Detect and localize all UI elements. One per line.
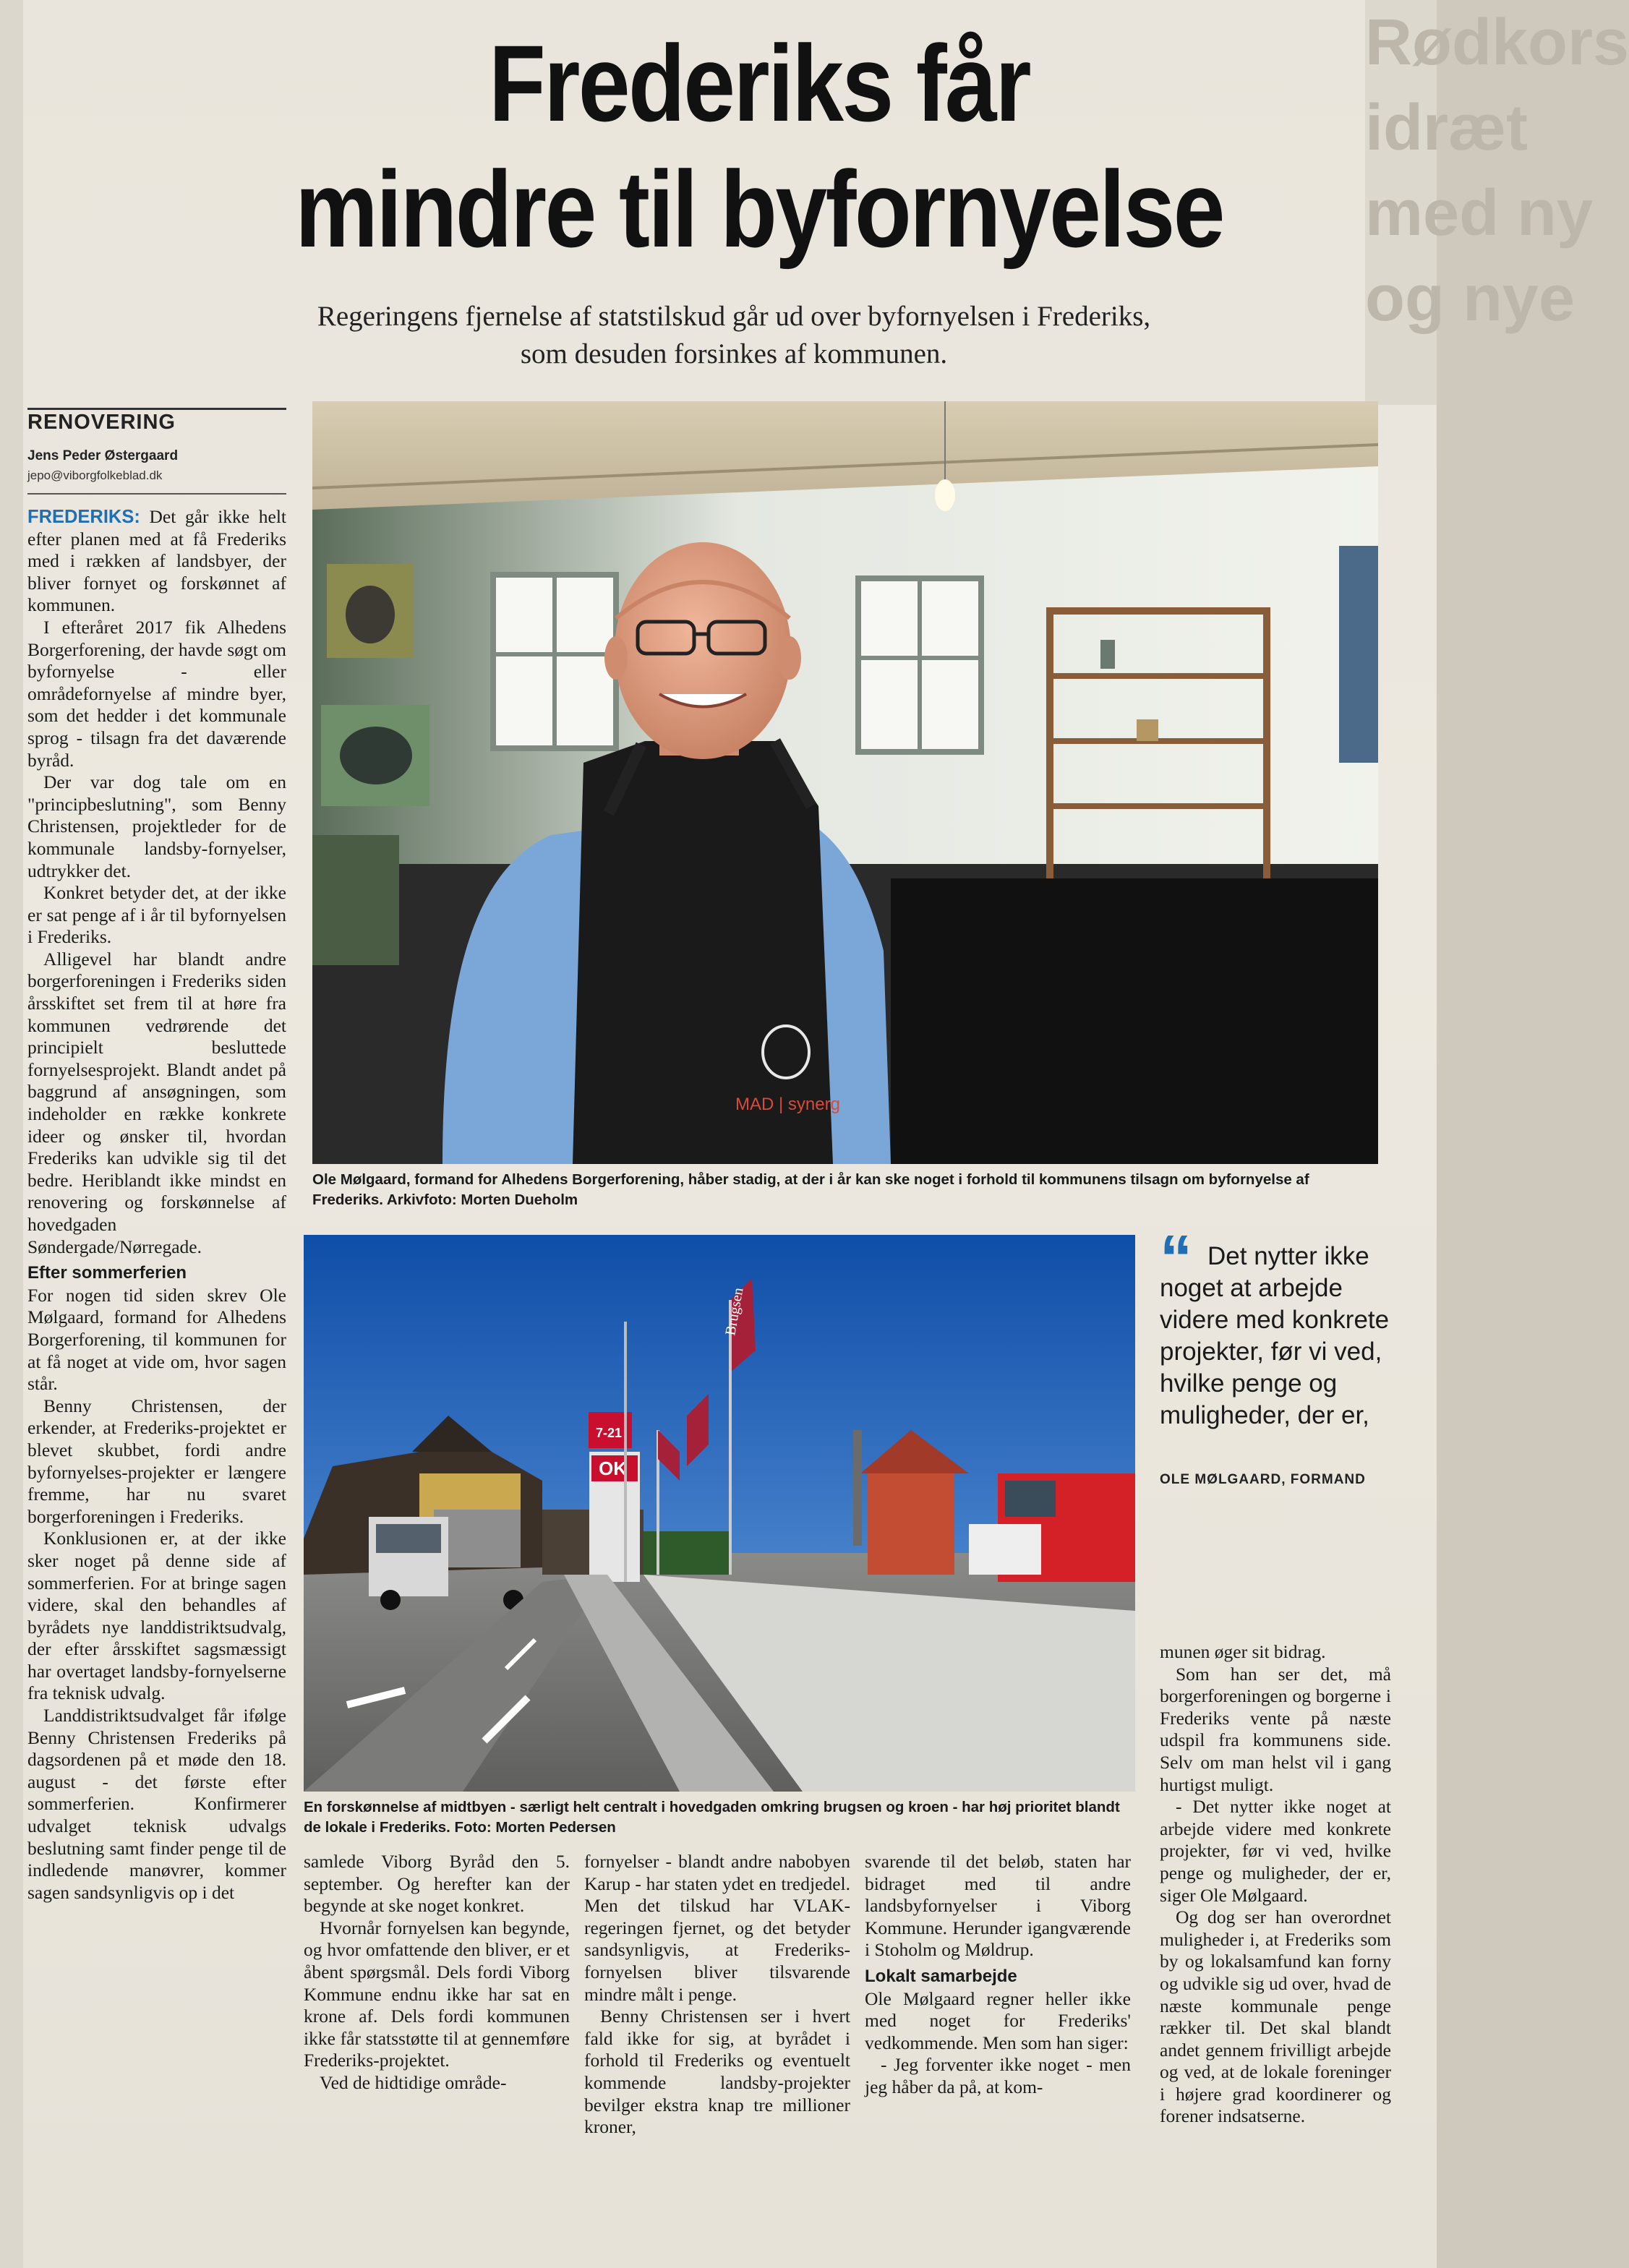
paragraph: - Det nytter ikke noget at arbejde videre med konkrete projekter, før vi ved, hvilke penge og muligheder, der er, siger Ole Mølgaard. <box>1160 1796 1391 1906</box>
paragraph: samlede Viborg Byråd den 5. september. Og herefter kan der begynde at ske noget konkret. <box>304 1851 570 1917</box>
author-byline: Jens Peder Østergaard <box>27 448 179 463</box>
paragraph: Som han ser det, må borgerforeningen og borgerne i Frederiks vente på næste udspil fra kommunens side. Selv om man helst vil i gang hurtigst muligt. <box>1160 1663 1391 1795</box>
paragraph: Konklusionen er, at der ikke sker noget på denne side af sommerferien. For at bringe sagen videre, skal den behandles af byrådets nye landdistriktsudvalg, der efter årsskiftet sagsmæssigt har overtaget landsby-fornyelserne fra teknisk udvalg. <box>27 1528 286 1704</box>
apron-logo-text: MAD | synerg <box>735 1095 840 1114</box>
dateline: FREDERIKS: <box>27 507 140 527</box>
paragraph: munen øger sit bidrag. <box>1160 1641 1326 1662</box>
headline-line-2: mindre til byfornyelse <box>295 148 1223 270</box>
body-column-3 <box>584 1851 850 2139</box>
quote-mark-icon: “ <box>1160 1223 1192 1295</box>
body-column-2 <box>304 1851 570 2094</box>
photo-caption-2: En forskønnelse af midtbyen - særligt helt centralt i hovedgaden omkring brugsen og kroen - har høj prioritet blandt de lokale i Frederiks. Foto: Morten Pedersen <box>304 1799 1120 1836</box>
portrait-photo-illustration <box>312 401 1378 1164</box>
pull-quote: Det nytter ikke noget at arbejde videre med konkrete projekter, før vi ved, hvilke penge og muligheder, der er, <box>1160 1242 1390 1429</box>
paragraph: I efteråret 2017 fik Alhedens Borgerforening, der havde søgt om byfornyelse - eller områdefornyelse af mindre byer, som det hedder i det kommunale sprog - tilsagn fra det daværende byråd. <box>27 616 286 771</box>
paragraph: Konkret betyder det, at der ikke er sat penge af i år til byfornyelsen i Frederiks. <box>27 882 286 948</box>
headline-line-1: Frederiks får <box>488 22 1030 144</box>
paragraph: For nogen tid siden skrev Ole Mølgaard, formand for Alhedens Borgerforening, til kommunen for at få noget at vide om, hvor sagen står. <box>27 1284 286 1395</box>
fragment-line: Rødkors <box>1365 7 1629 79</box>
street-photo <box>304 1235 1135 1792</box>
paragraph: Benny Christensen ser i hvert fald ikke for sig, at byrådet i forhold til Frederiks og eventuelt kommende landsby-projekter bevilger ekstra knap tre millioner kroner, <box>584 2006 850 2138</box>
left-page-edge <box>0 0 23 2268</box>
paragraph: Benny Christensen, der erkender, at Frederiks-projektet er blevet skubbet, fordi andre byfornyelses-projekter er længere fremme, har nu svaret borgerforeningen i Frederiks. <box>27 1395 286 1527</box>
subheadline: Regeringens fjernelse af statstilskud går ud over byfornyelsen i Frederiks, som desuden forsinkes af kommunen. <box>317 301 1151 369</box>
paragraph: Landdistriktsudvalget får ifølge Benny Christensen Frederiks på dagsordenen på et møde den 18. august - det første efter sommerferien. Konfirmerer udvalget teknisk udvalgs beslutning samt finder penge til de indledende manøvrer, kommer sagen sandsynligvis op i det <box>27 1705 286 1903</box>
photo-caption-1: Ole Mølgaard, formand for Alhedens Borgerforening, håber stadig, at der i år kan ske noget i forhold til kommunens tilsagn om byfornyelse af Frederiks. Arkivfoto: Morten Dueholm <box>312 1171 1309 1208</box>
section-rule <box>27 408 286 410</box>
hours-sign-text: 7-21 <box>596 1426 623 1440</box>
subheading: Lokalt samarbejde <box>865 1966 1017 1986</box>
paragraph: fornyelser - blandt andre nabobyen Karup - har staten ydet en tredjedel. Men det tilskud har VLAK-regeringen fjernet, og det betyder sandsynligvis, at Frederiks-fornyelsen bliver tilsvarende mindre målt i penge. <box>584 1851 850 2005</box>
ok-sign-text: OK <box>599 1458 627 1479</box>
subheading: Efter sommerferien <box>27 1263 187 1283</box>
paragraph: Der var dog tale om en "principbeslutning", som Benny Christensen, projektleder for de kommunale landsby-fornyelser, udtrykker det. <box>27 771 286 881</box>
paragraph: - Jeg forventer ikke noget - men jeg håber da på, at kom- <box>865 2054 1131 2097</box>
paragraph: Ole Mølgaard regner heller ikke med noget for Frederiks' vedkommende. Men som han siger: <box>865 1987 1131 2053</box>
paragraph: Det går ikke helt efter planen med at få Frederiks med i rækken af landsbyer, der bliver fornyet og forskønnet af kommunen. <box>27 506 286 616</box>
adjacent-page-fragment <box>1365 0 1629 405</box>
portrait-photo <box>312 401 1378 1164</box>
body-column-4 <box>865 1851 1131 2099</box>
body-column-5 <box>1160 1641 1391 2128</box>
fragment-line: med ny <box>1365 177 1594 249</box>
brugsen-flag-text: Brugsen <box>722 1286 747 1337</box>
pull-quote-source: OLE MØLGAARD, FORMAND <box>1160 1472 1366 1487</box>
paragraph: svarende til det beløb, staten har bidraget med til andre landsbyfornyelser i Viborg Kommune. Herunder igangværende i Stoholm og Møldrup. <box>865 1851 1131 1961</box>
body-column-1 <box>27 506 286 1904</box>
fragment-line: og nye <box>1365 262 1575 335</box>
section-kicker: RENOVERING <box>27 411 176 434</box>
byline-rule <box>27 493 286 495</box>
author-email: jepo@viborgfolkeblad.dk <box>27 468 163 482</box>
paragraph: Og dog ser han overordnet muligheder i, at Frederiks som by og lokalsamfund kan forny og udvikle sig ud over, hvad de næste kommunale penge rækker til. Det skal blandt andet gennem frivilligt arbejde og ved, at de lokale foreninger i højere grad koordinerer og forener indsatserne. <box>1160 1907 1391 2127</box>
paragraph: Ved de hidtidige område- <box>320 2071 507 2093</box>
fragment-line: idræt <box>1365 92 1528 164</box>
street-photo-illustration <box>304 1235 1135 1792</box>
headline <box>293 20 1226 272</box>
paragraph: Hvornår fornyelsen kan begynde, og hvor omfattende den bliver, er et åbent spørgsmål. Dels fordi Viborg Kommune endnu ikke har sat en krone af. Dels fordi kommunen ikke får statsstøtte til at gennemføre Frederiks-projektet. <box>304 1917 570 2071</box>
paragraph: Alligevel har blandt andre borgerforeningen i Frederiks siden årsskiftet set frem til at høre fra kommunen vedrørende det principielt besluttede fornyelsesprojekt. Blandt andet på baggrund af ansøgningen, som indeholder en række konkrete ideer og ønsker til, hvordan Frederiks kan udvikle sig til det bedre. Heriblandt ikke mindst en renovering og forskønnelse af hovedgaden Søndergade/Nørregade. <box>27 948 286 1257</box>
